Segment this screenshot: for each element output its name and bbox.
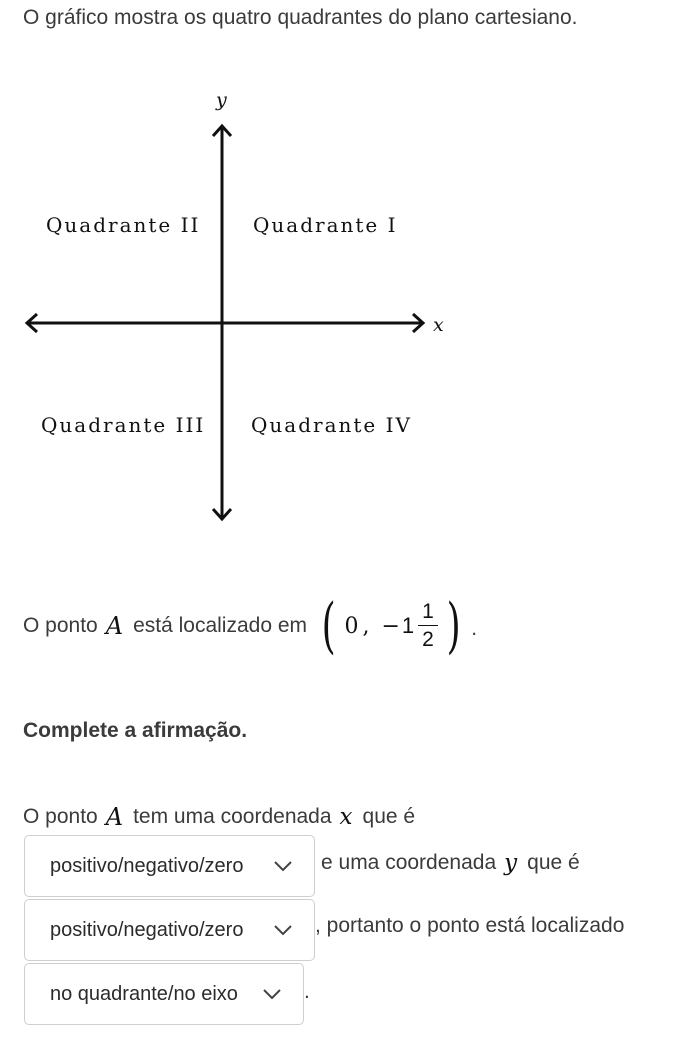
chevron-down-icon [274,860,292,872]
coord-y-whole: 1 [401,613,415,638]
point-coordinates [317,591,465,661]
location-dropdown[interactable] [24,963,304,1025]
point-location-sentence [23,590,477,662]
chevron-down-icon [274,924,292,936]
quadrant-1-label: Quadrante I [253,213,398,237]
statement-x-variable: x [339,804,353,830]
after-dropdown-2: , portanto o ponto está localizado [315,914,625,937]
quadrant-3-label: Quadrante III [41,413,206,437]
x-sign-dropdown[interactable] [24,835,315,897]
y-axis-label: y [216,89,227,111]
x-sign-dropdown-value: positivo/negativo/zero [50,854,244,877]
coord-y-fraction [418,599,438,654]
statement-line-1 [23,803,415,831]
after-dropdown-1 [321,850,580,876]
quadrant-4-label: Quadrante IV [251,413,412,437]
point-sentence-prefix: O ponto [23,614,98,637]
intro-text: O gráfico mostra os quatro quadrantes do plano cartesiano. [23,6,578,29]
y-sign-dropdown-value: positivo/negativo/zero [50,918,244,941]
statement-point-variable: A [105,803,124,831]
cartesian-plane [0,80,697,540]
quadrant-2-label: Quadrante II [46,213,201,237]
coord-y-denominator: 2 [422,627,434,651]
after1-prefix: e uma coordenada [321,851,497,874]
point-variable: A [105,612,124,640]
right-paren: ) [446,591,461,661]
statement-suffix: que é [362,805,416,828]
chevron-down-icon [263,988,281,1000]
point-sentence-suffix: . [471,617,478,640]
location-dropdown-value: no quadrante/no eixo [50,982,238,1005]
coord-x: 0 [344,613,359,639]
point-sentence-middle: está localizado em [133,614,308,637]
statement-middle: tem uma coordenada [133,805,332,828]
y-sign-dropdown[interactable] [24,899,315,961]
after-dropdown-3: . [304,980,310,1003]
after1-suffix: que é [527,851,580,874]
coord-y-sign: − [381,613,400,639]
prompt-heading: Complete a afirmação. [23,719,248,742]
statement-prefix: O ponto [23,805,98,828]
left-paren: ( [321,591,336,661]
coord-comma: , [362,613,370,639]
x-axis-label: x [433,314,444,336]
coord-y-numerator: 1 [418,599,438,626]
statement-y-variable: y [504,850,518,876]
